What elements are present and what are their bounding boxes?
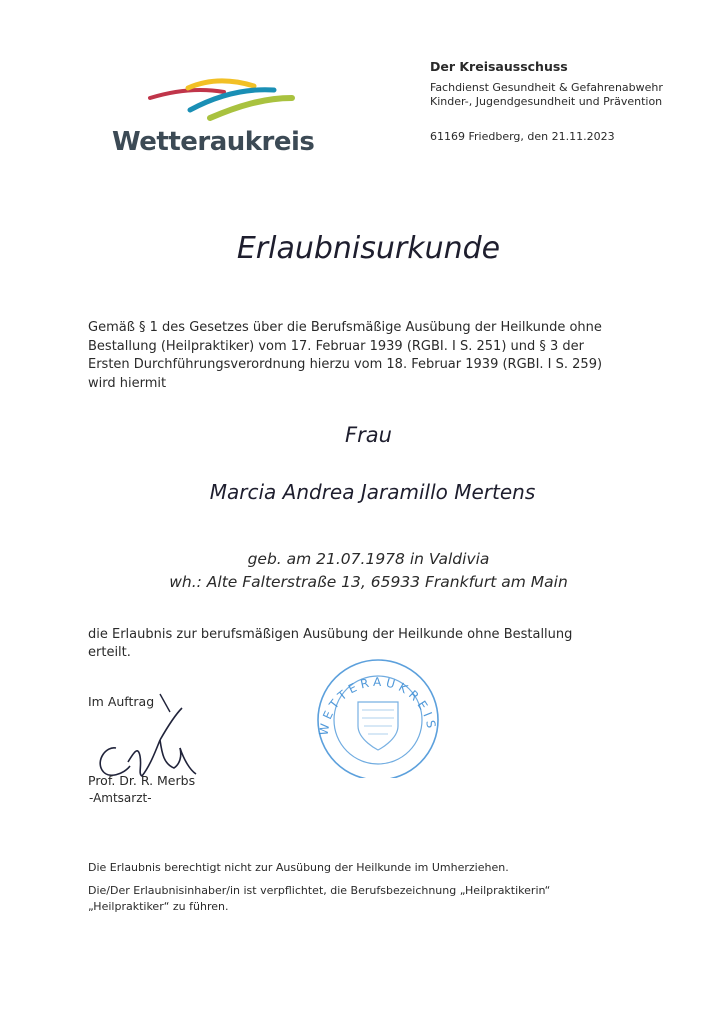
document-title: Erlaubnisurkunde: [236, 231, 501, 266]
holder-name: Marcia Andrea Jaramillo Mertens: [209, 480, 536, 504]
intro-line: Bestallung (Heilpraktiker) vom 17. Februar 1939 (RGBI. I S. 251) und § 3 der: [88, 338, 585, 354]
official-stamp: [300, 654, 450, 778]
logo-waves-icon: [146, 76, 296, 132]
logo-wordmark: Wetteraukreis: [112, 127, 315, 157]
sender-department: Fachdienst Gesundheit & Gefahrenabwehr: [430, 81, 663, 94]
obligation-note: [88, 883, 550, 915]
obligation-line: Die/Der Erlaubnisinhaber/in ist verpflichtet, die Berufsbezeichnung „Heilpraktikerin“: [88, 884, 551, 897]
signer-role: -Amtsarzt-: [89, 791, 152, 805]
grant-line: die Erlaubnis zur berufsmäßigen Ausübung der Heilkunde ohne Bestallung: [88, 627, 573, 642]
birth-info: geb. am 21.07.1978 in Valdivia: [247, 550, 490, 568]
residence-address: wh.: Alte Falterstraße 13, 65933 Frankfurt am Main: [169, 573, 568, 591]
sender-block: [430, 59, 710, 143]
place-date: 61169 Friedberg, den 21.11.2023: [430, 130, 615, 143]
intro-line: wird hiermit: [88, 375, 167, 391]
grant-line: erteilt.: [88, 645, 131, 660]
stamp-text: WETTERAUKREIS: [316, 674, 440, 737]
intro-paragraph: [88, 319, 673, 393]
salutation: Frau: [345, 423, 392, 447]
signer-name: Prof. Dr. R. Merbs: [88, 773, 196, 788]
sender-subdepartment: Kinder-, Jugendgesundheit und Prävention: [430, 95, 663, 108]
intro-line: Gemäß § 1 des Gesetzes über die Berufsmäßige Ausübung der Heilkunde ohne: [88, 320, 602, 335]
intro-line: Ersten Durchführungsverordnung hierzu vom 18. Februar 1939 (RGBI. I S. 259): [88, 357, 603, 372]
restriction-note: Die Erlaubnis berechtigt nicht zur Ausübung der Heilkunde im Umherziehen.: [88, 861, 509, 874]
im-auftrag-label: Im Auftrag: [88, 694, 155, 709]
sender-authority: Der Kreisausschuss: [430, 59, 568, 74]
obligation-line: „Heilpraktiker“ zu führen.: [88, 900, 229, 913]
wetteraukreis-logo: [112, 76, 322, 166]
